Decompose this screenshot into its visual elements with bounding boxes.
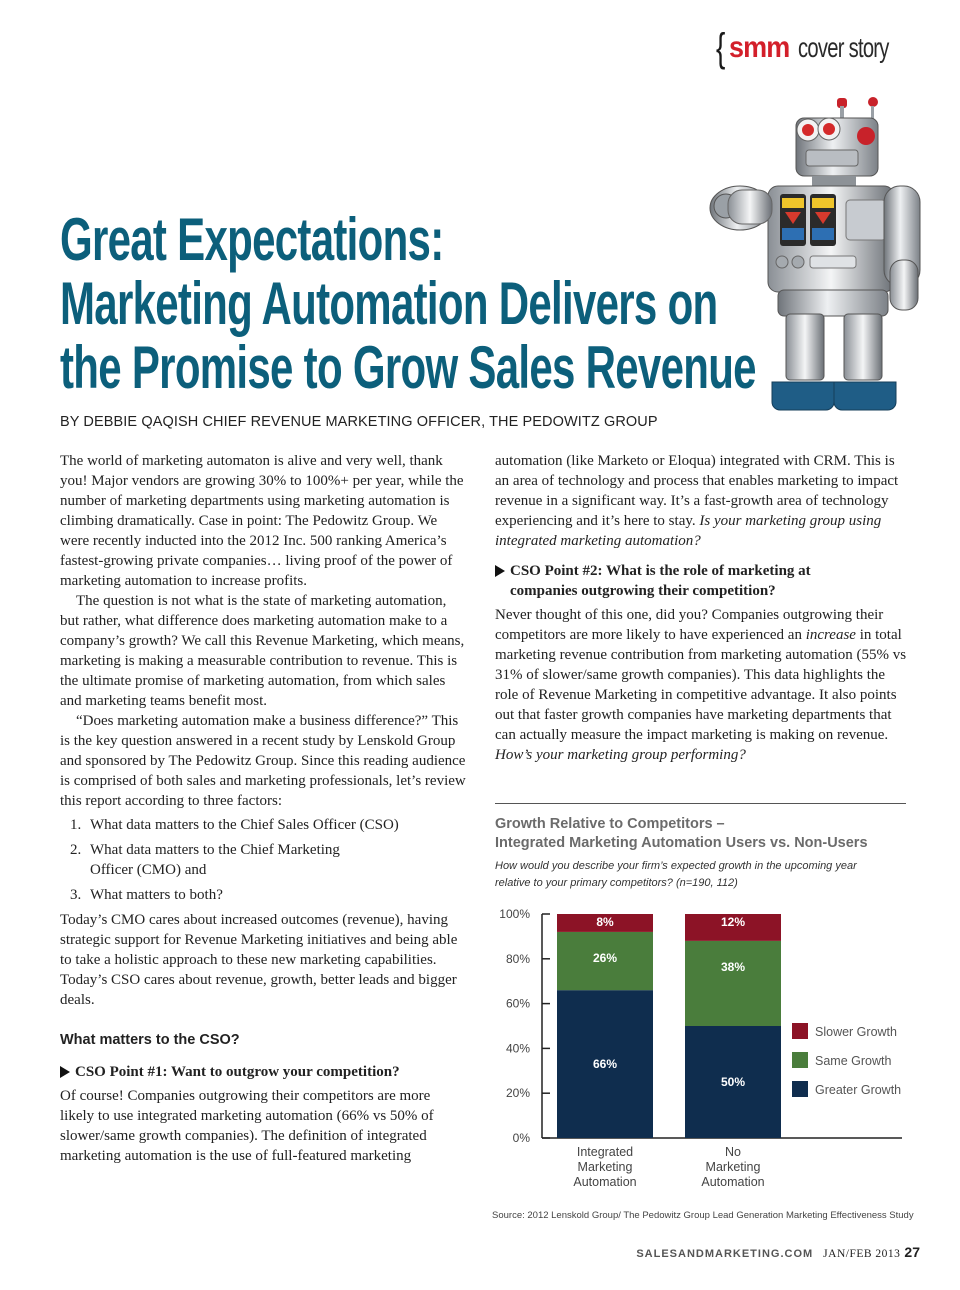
list-text: What data matters to the Chief Sales Officer (CSO)	[90, 817, 399, 833]
list-text: What matters to both?	[90, 887, 223, 903]
headline-line-1: Great Expectations:	[60, 206, 444, 273]
paragraph-5: Of course! Companies outgrowing their competitors are more likely to use integrated marketing automation (66% vs 50% of slower/same growth companies). The definition of integrated marketing automation is the use of full-featured marketing	[60, 1088, 434, 1164]
paragraph-1: The world of marketing automaton is alive and very well, thank you! Major vendors are growing 30% to 100%+ per year, while the number of marketing departments using marketing automation is climbing dramatically. Case in point: The Pedowitz Group. We were recently inducted into the 2012 Inc. 500 ranking America’s fastest-growing private companies… living proof of the power of marketing automation to increase profits.	[60, 453, 464, 589]
page-footer	[636, 1244, 920, 1260]
data-label: 12%	[720, 915, 746, 929]
legend-label: Greater Growth	[815, 1083, 902, 1097]
paragraph-7-emphasis: increase	[805, 627, 856, 643]
x-category-label: Automation	[701, 1175, 765, 1189]
byline: BY DEBBIE QAQISH CHIEF REVENUE MARKETING OFFICER, THE PEDOWITZ GROUP	[60, 414, 658, 430]
paragraph-4: Today’s CMO cares about increased outcomes (revenue), having strategic support for Revenue Marketing initiatives and being able to take a holistic approach to these new marketing capabilities. Today’s CSO cares about revenue, growth, better leads and bigger deals.	[60, 912, 458, 1008]
legend-swatch	[792, 1081, 808, 1097]
x-category-label: Integrated	[576, 1145, 634, 1159]
cso-point-1-text: CSO Point #1: Want to outgrow your competition?	[75, 1064, 400, 1080]
list-item	[60, 840, 468, 880]
chart-question: How would you describe your firm’s expected growth in the upcoming year relative to your primary competitors? (n=190, 112)	[495, 860, 857, 889]
chart-source: Source: 2012 Lenskold Group/ The Pedowitz Group Lead Generation Marketing Effectiveness Study	[492, 1210, 914, 1221]
paragraph-6	[495, 451, 907, 551]
paragraph-6-question: Is your marketing group using integrated marketing automation?	[495, 513, 882, 549]
cover-story-tag	[714, 28, 924, 68]
paragraph-2: The question is not what is the state of marketing automation, but rather, what difference does marketing automation make to a company’s growth? We call this Revenue Marketing, which means, marketing is making a measurable contribution to revenue. This is the ultimate promise of marketing automation, from which sales and marketing teams benefit most.	[60, 593, 465, 709]
data-label: 38%	[720, 959, 746, 974]
paragraph-7-text-a: Never thought of this one, did you? Companies outgrowing their competitors are more likely to have experienced an	[495, 607, 884, 643]
page-number: 27	[904, 1244, 920, 1260]
stacked-bar-chart	[490, 900, 920, 1200]
left-column	[60, 451, 468, 1166]
legend-swatch	[792, 1023, 808, 1039]
y-tick-label: 20%	[505, 1086, 530, 1101]
factor-list	[60, 815, 468, 905]
x-category-label: Automation	[573, 1175, 637, 1189]
y-tick-label: 60%	[505, 996, 530, 1011]
y-tick-label: 0%	[512, 1131, 530, 1145]
section-subhead: What matters to the CSO?	[60, 1032, 240, 1048]
legend-swatch	[792, 1052, 808, 1068]
x-category-label: Marketing	[577, 1160, 633, 1174]
data-label: 50%	[720, 1075, 746, 1089]
list-number: 1.	[70, 817, 82, 833]
legend-label: Slower Growth	[815, 1025, 897, 1039]
list-number: 3.	[70, 887, 82, 903]
x-category-label: No	[725, 1145, 741, 1159]
data-label: 26%	[592, 950, 618, 965]
chart-title	[495, 815, 868, 853]
headline-line-3: the Promise to Grow Sales Revenue	[60, 334, 756, 401]
chart-divider	[495, 803, 906, 804]
headline-line-2: Marketing Automation Delivers on	[60, 270, 718, 337]
triangle-bullet-icon	[495, 565, 505, 577]
y-tick-label: 100%	[499, 907, 530, 921]
cso-point-2	[495, 561, 907, 601]
brace-icon: {	[715, 26, 726, 70]
triangle-bullet-icon	[60, 1066, 70, 1078]
legend-label: Same Growth	[815, 1054, 892, 1068]
paragraph-3: “Does marketing automation make a business difference?” This is the key question answered in a recent study by Lenskold Group and sponsored by The Pedowitz Group. Since this reading audience is comprised of both sales and marketing professionals, let’s review this report according to three factors:	[60, 713, 466, 809]
paragraph-7	[495, 605, 907, 765]
footer-issue: JAN/FEB 2013	[823, 1248, 901, 1260]
section-label: cover story	[798, 32, 889, 63]
data-label: 66%	[592, 1057, 618, 1072]
article-headline	[60, 206, 756, 401]
smm-logo: smm	[729, 31, 790, 64]
y-tick-label: 40%	[505, 1041, 530, 1056]
list-text: What data matters to the Chief Marketing Officer (CMO) and	[90, 842, 340, 878]
list-item	[60, 885, 468, 905]
cso-point-2-line-1: CSO Point #2: What is the role of marketing at	[510, 563, 811, 579]
data-label: 8%	[596, 915, 614, 929]
cso-point-2-line-2: companies outgrowing their competition?	[510, 583, 776, 599]
x-category-label: Marketing	[705, 1160, 761, 1174]
paragraph-6-text: automation (like Marketo or Eloqua) integrated with CRM. This is an area of technology and process that enables marketing to impact revenue in a significant way. It’s a fast-growth area of technology experiencing and it’s here to stay.	[495, 453, 899, 529]
paragraph-7-text-b: in total marketing revenue contribution from marketing automation (55% vs 31% of slower/same growth companies). This data highlights the role of Revenue Marketing in competitive advantage. It also points out that faster growth companies have marketing departments that can actually measure the impact marketing is making on revenue.	[495, 627, 907, 743]
list-number: 2.	[70, 842, 82, 858]
right-column	[495, 451, 907, 765]
bar-segment	[685, 941, 781, 1026]
list-item	[60, 815, 468, 835]
footer-site: SALESANDMARKETING.COM	[636, 1248, 814, 1260]
paragraph-7-question: How’s your marketing group performing?	[495, 747, 746, 763]
cso-point-1	[60, 1062, 468, 1082]
chart-title-line-1: Growth Relative to Competitors –	[495, 816, 725, 832]
chart-title-line-2: Integrated Marketing Automation Users vs. Non-Users	[495, 835, 868, 851]
y-tick-label: 80%	[505, 951, 530, 966]
